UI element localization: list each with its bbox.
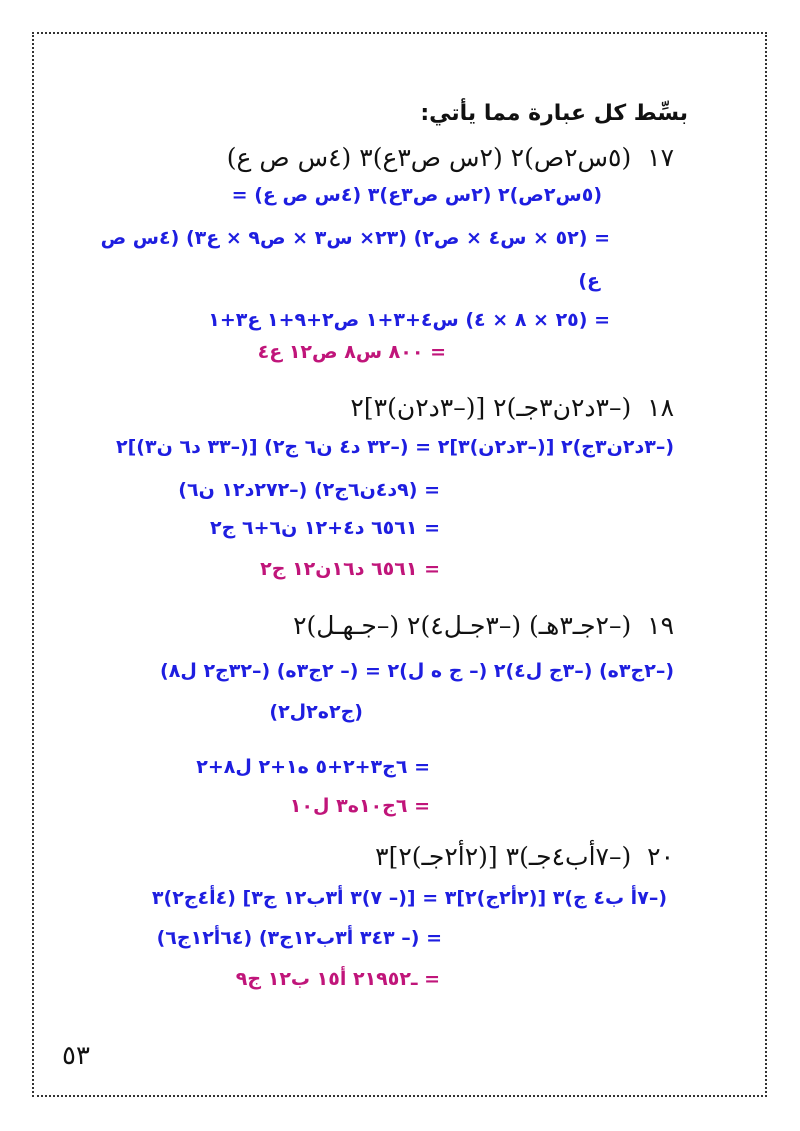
problem-20-answer: = ـ٢١٩٥٢ أ١٥ ب١٢ ج٩ [235,968,440,990]
problem-20-step-1: (–٧أ ب٤ ج)٣ [(٢أ٢ج)٢]٣ = [(– ٧)٣ أ٣ب١٢ ج٣] (٤أ٤ج٢)٣ [151,887,667,909]
problem-18-expression [350,395,674,420]
problem-expression: (٥س٢ص)٢ (٢س ص٣ع)٣ (٤س ص ع) [226,143,632,172]
problem-number: ١٩ [647,611,674,640]
problem-19-step-1: (–٢ج٣ه) (–٣ج ل٤)٢ (– ج ه ل)٢ = (– ٢ج٣ه) (–٣٢ج٢ ل٨) [160,660,674,682]
problem-number: ١٧ [647,143,674,172]
problem-number: ١٨ [647,393,674,422]
problem-17-answer: = ٨٠٠ س٨ ص١٢ ع٤ [257,341,446,363]
problem-19-expression [293,613,674,638]
problem-17-step-2: = (٥٢ × س٤ × ص٢) (٢٣× س٣ × ص٩ × ع٣) (٤س ص [100,227,610,249]
problem-17-step-1: (٥س٢ص)٢ (٢س ص٣ع)٣ (٤س ص ع) = [231,184,602,206]
problem-18-step-3: = ٦٥٦١ د٤+١٢ ن٦+٦ ج٢ [210,517,440,539]
problem-18-answer: = ٦٥٦١ د١٦ن١٢ ج٢ [260,558,440,580]
problem-17-step-3: ع) [578,270,600,292]
problem-19-answer: = ٦ج١٠ه٣ ل١٠ [289,795,430,817]
problem-20-step-2: = (– ٣٤٣ أ٣ب١٢ج٣) (٦٤أ١٢ج٦) [156,927,442,949]
problem-19-step-2: (ج٢ه٢ل٢) [269,701,363,723]
problem-18-step-1: (–٣د٢ن٣ج)٢ [(–٣د٢ن)٣]٢ = (–٣٢ د٤ ن٦ ج٢) [(–٣٣ د٦ ن٣)]٢ [116,436,674,458]
problem-17-step-4: = (٢٥ × ٨ × ٤) س٤+٣+١ ص٢+٩+١ ع٣+١ [208,309,610,331]
problem-17-expression [227,145,674,170]
problem-expression: (–٧أب٤جـ)٣ [(٢أ٢جـ)٢]٣ [375,842,632,871]
problem-number: ٢٠ [647,842,674,871]
problem-19-step-3: = ٦ج٣+٢+٥ ه١+٢ ل٨+٢ [196,756,430,778]
page-number: ٥٣ [62,1041,90,1071]
problem-expression: (–٣د٢ن٣جـ)٢ [(–٣د٢ن)٣]٢ [350,393,632,422]
problem-20-expression [375,844,674,869]
instructions-heading: بسِّط كل عبارة مما يأتي: [420,101,688,126]
problem-expression: (–٢جـ٣هـ) (–٣جـل٤)٢ (–جـهـل)٢ [293,611,632,640]
problem-18-step-2: = (٩د٤ن٦ج٢) (–٢٧٢د١٢ ن٦) [178,479,440,501]
